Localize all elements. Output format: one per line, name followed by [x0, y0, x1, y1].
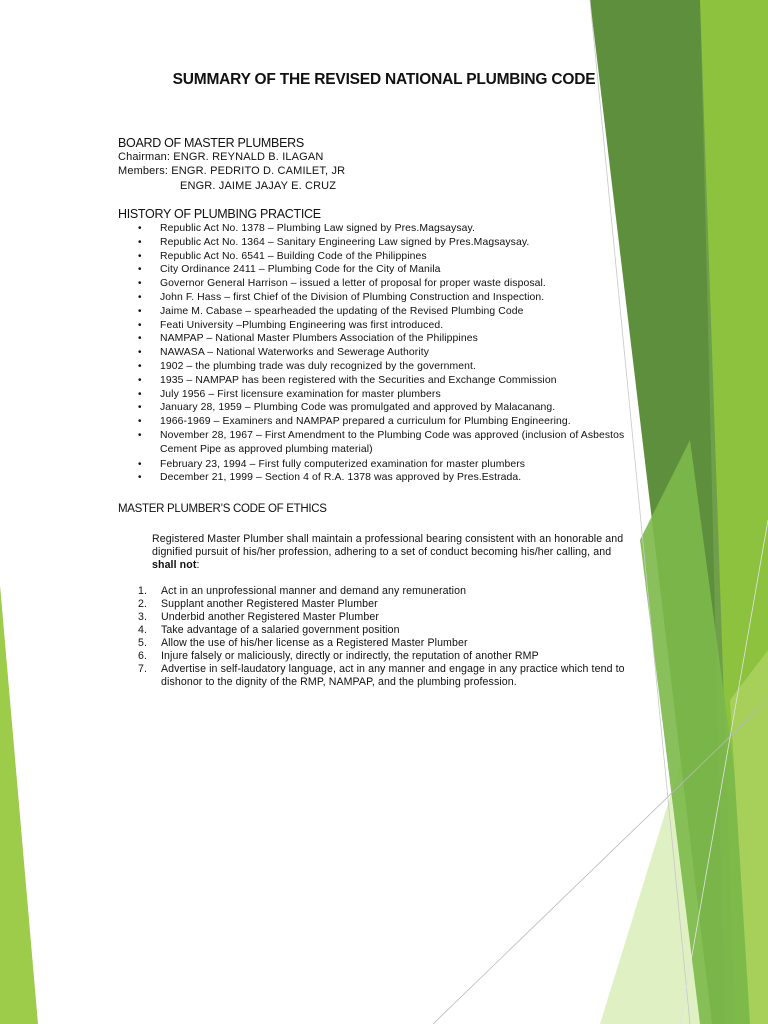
bullet: •: [138, 223, 142, 234]
list-item: • 1935 – NAMPAP has been registered with the Securities and Exchange Commission: [138, 374, 557, 386]
bullet: •: [138, 472, 142, 484]
ethics-list: [138, 585, 658, 689]
history-list: [138, 222, 658, 485]
bullet: •: [138, 264, 142, 276]
list-item: 2. Supplant another Registered Master Plumber: [138, 598, 378, 610]
list-item: • 1966-1969 – Examiners and NAMPAP prepared a curriculum for Plumbing Engineering.: [138, 416, 571, 428]
bullet: •: [138, 416, 142, 428]
board-members-2: ENGR. JAIME JAJAY E. CRUZ: [180, 180, 337, 192]
list-item: • 1902 – the plumbing trade was duly recognized by the government.: [138, 360, 477, 372]
bullet: •: [138, 319, 142, 331]
list-item: • Republic Act No. 1364 – Sanitary Engineering Law signed by Pres.Magsaysay.: [138, 236, 530, 248]
list-item: • Feati University –Plumbing Engineering was first introduced.: [138, 319, 444, 331]
list-item: • John F. Hass – first Chief of the Division of Plumbing Construction and Inspection.: [138, 291, 545, 303]
history-heading: HISTORY OF PLUMBING PRACTICE: [118, 207, 321, 221]
ethics-intro: Registered Master Plumber shall maintain a professional bearing consistent with an honorable and dignified pursuit of his/her profession, adhering to a set of conduct becoming his/her calling, and shall not:: [152, 533, 624, 572]
list-item: • City Ordinance 2411 – Plumbing Code for the City of Manila: [138, 264, 441, 276]
bullet: •: [138, 278, 142, 290]
bullet: •: [138, 236, 142, 248]
list-item: • Jaime M. Cabase – spearheaded the updating of the Revised Plumbing Code: [138, 305, 524, 317]
list-item: • Republic Act No. 1378 – Plumbing Law signed by Pres.Magsaysay.: [138, 223, 476, 234]
list-item: • Republic Act No. 6541 – Building Code of the Philippines: [138, 250, 427, 262]
bullet: •: [138, 458, 142, 470]
list-item: 3. Underbid another Registered Master Plumber: [138, 611, 379, 623]
board-heading: BOARD OF MASTER PLUMBERS: [118, 136, 304, 150]
bullet: •: [138, 333, 142, 345]
bullet: •: [138, 305, 142, 317]
bullet: •: [138, 388, 142, 400]
list-item: 6. Injure falsely or maliciously, directly or indirectly, the reputation of another RMP: [138, 650, 539, 662]
bullet: •: [138, 429, 142, 441]
shall-not-emphasis: shall not: [152, 559, 197, 572]
list-item: • NAWASA – National Waterworks and Sewerage Authority: [138, 347, 430, 359]
list-item: 4. Take advantage of a salaried government position: [138, 624, 400, 636]
ethics-heading: MASTER PLUMBER’S CODE OF ETHICS: [118, 503, 327, 515]
list-item: • November 28, 1967 – First Amendment to the Plumbing Code was approved (inclusion of Asbestos Cement Pipe as approved plumbing material): [138, 429, 625, 455]
page-title: SUMMARY OF THE REVISED NATIONAL PLUMBING CODE: [172, 71, 596, 88]
list-item: • January 28, 1959 – Plumbing Code was promulgated and approved by Malacanang.: [138, 402, 556, 414]
board-members-1: Members: ENGR. PEDRITO D. CAMILET, JR: [118, 165, 346, 177]
bullet: •: [138, 250, 142, 262]
list-item: • December 21, 1999 – Section 4 of R.A. 1378 was approved by Pres.Estrada.: [138, 472, 522, 484]
list-item: • NAMPAP – National Master Plumbers Association of the Philippines: [138, 333, 478, 345]
bullet: •: [138, 374, 142, 386]
list-item: 1. Act in an unprofessional manner and demand any remuneration: [138, 585, 467, 597]
bullet: •: [138, 347, 142, 359]
bullet: •: [138, 291, 142, 303]
board-chairman: Chairman: ENGR. REYNALD B. ILAGAN: [118, 151, 324, 163]
bullet: •: [138, 402, 142, 414]
list-item: 7. Advertise in self-laudatory language, act in any manner and engage in any practice which tend to dishonor to the dignity of the RMP, NAMPAP, and the plumbing profession.: [138, 663, 625, 688]
list-item: • July 1956 – First licensure examination for master plumbers: [138, 388, 441, 400]
list-item: • Governor General Harrison – issued a letter of proposal for proper waste disposal.: [138, 278, 546, 290]
list-item: 5. Allow the use of his/her license as a Registered Master Plumber: [138, 637, 468, 649]
bullet: •: [138, 360, 142, 372]
list-item: • February 23, 1994 – First fully computerized examination for master plumbers: [138, 458, 526, 470]
